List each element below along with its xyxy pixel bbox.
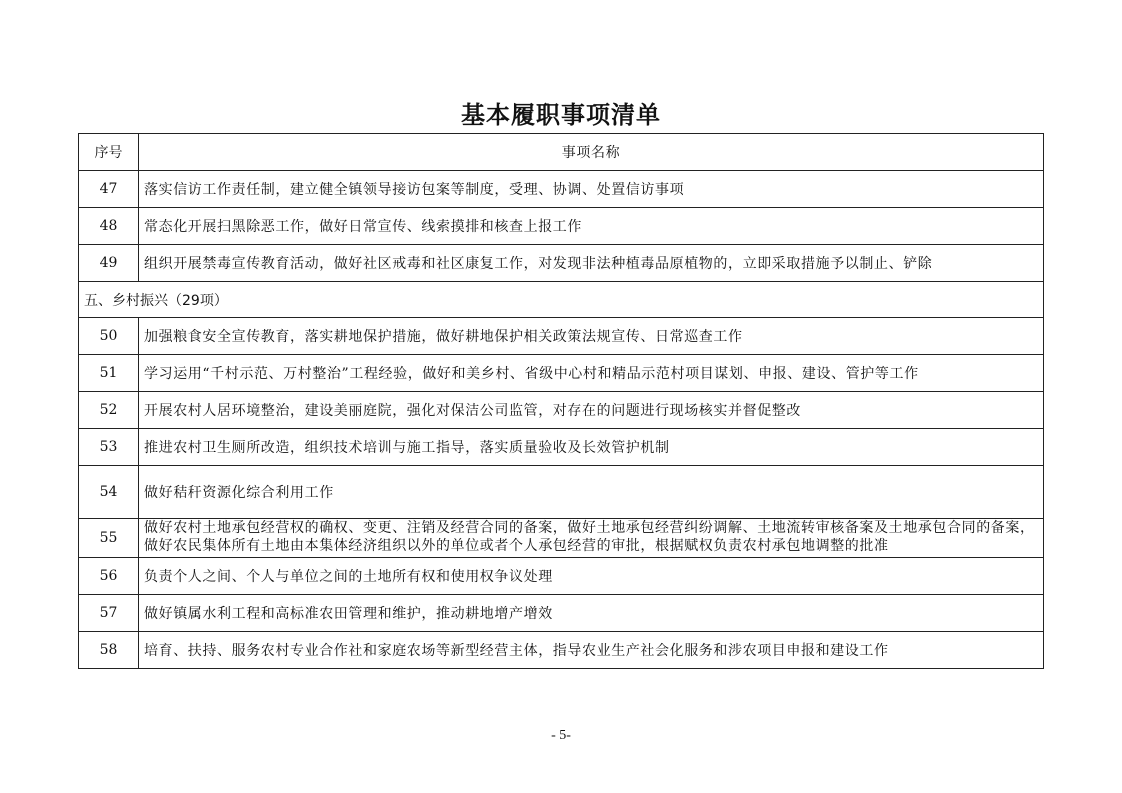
row-name: 负责个人之间、个人与单位之间的土地所有权和使用权争议处理 xyxy=(139,558,1044,595)
table-row xyxy=(79,519,1044,558)
page-number: - 5- xyxy=(551,728,571,743)
row-name: 组织开展禁毒宣传教育活动，做好社区戒毒和社区康复工作，对发现非法种植毒品原植物的，立即采取措施予以制止、铲除 xyxy=(139,245,1044,282)
section-row xyxy=(79,282,1044,318)
table-row xyxy=(79,245,1044,282)
table-row xyxy=(79,171,1044,208)
table-row xyxy=(79,355,1044,392)
row-no: 49 xyxy=(79,245,139,282)
table-row xyxy=(79,208,1044,245)
row-name: 开展农村人居环境整治，建设美丽庭院，强化对保洁公司监管，对存在的问题进行现场核实并督促整改 xyxy=(139,392,1044,429)
section-title: 五、乡村振兴（29项） xyxy=(79,282,1044,318)
row-name: 加强粮食安全宣传教育，落实耕地保护措施，做好耕地保护相关政策法规宣传、日常巡查工作 xyxy=(139,318,1044,355)
table-row xyxy=(79,466,1044,519)
row-name-cell xyxy=(139,519,1044,558)
row-name: 做好农村土地承包经营权的确权、变更、注销及经营合同的备案，做好土地承包经营纠纷调解、土地流转审核备案及土地承包合同的备案，做好农民集体所有土地由本集体经济组织以外的单位或者个人承包经营的审批，根据赋权负责农村承包地调整的批准 xyxy=(144,520,1035,554)
table-row xyxy=(79,392,1044,429)
row-no: 48 xyxy=(79,208,139,245)
row-no: 58 xyxy=(79,632,139,669)
row-name: 做好镇属水利工程和高标准农田管理和维护，推动耕地增产增效 xyxy=(139,595,1044,632)
row-name: 培育、扶持、服务农村专业合作社和家庭农场等新型经营主体，指导农业生产社会化服务和涉农项目申报和建设工作 xyxy=(139,632,1044,669)
row-name: 做好秸秆资源化综合利用工作 xyxy=(139,466,1044,519)
row-no: 52 xyxy=(79,392,139,429)
row-name: 常态化开展扫黑除恶工作，做好日常宣传、线索摸排和核查上报工作 xyxy=(139,208,1044,245)
table-row xyxy=(79,318,1044,355)
header-name: 事项名称 xyxy=(139,134,1044,171)
table-row xyxy=(79,632,1044,669)
row-name: 学习运用“千村示范、万村整治”工程经验，做好和美乡村、省级中心村和精品示范村项目谋划、申报、建设、管护等工作 xyxy=(139,355,1044,392)
duty-list-table xyxy=(78,133,1044,669)
table-row xyxy=(79,558,1044,595)
row-no: 54 xyxy=(79,466,139,519)
row-no: 53 xyxy=(79,429,139,466)
row-name: 落实信访工作责任制，建立健全镇领导接访包案等制度，受理、协调、处置信访事项 xyxy=(139,171,1044,208)
row-name: 推进农村卫生厕所改造，组织技术培训与施工指导，落实质量验收及长效管护机制 xyxy=(139,429,1044,466)
table-header-row xyxy=(79,134,1044,171)
row-no: 51 xyxy=(79,355,139,392)
table-row xyxy=(79,595,1044,632)
row-no: 56 xyxy=(79,558,139,595)
row-no: 55 xyxy=(79,519,139,558)
row-no: 47 xyxy=(79,171,139,208)
row-no: 57 xyxy=(79,595,139,632)
document-title: 基本履职事项清单 xyxy=(461,100,661,129)
header-no: 序号 xyxy=(79,134,139,171)
table-row xyxy=(79,429,1044,466)
row-no: 50 xyxy=(79,318,139,355)
